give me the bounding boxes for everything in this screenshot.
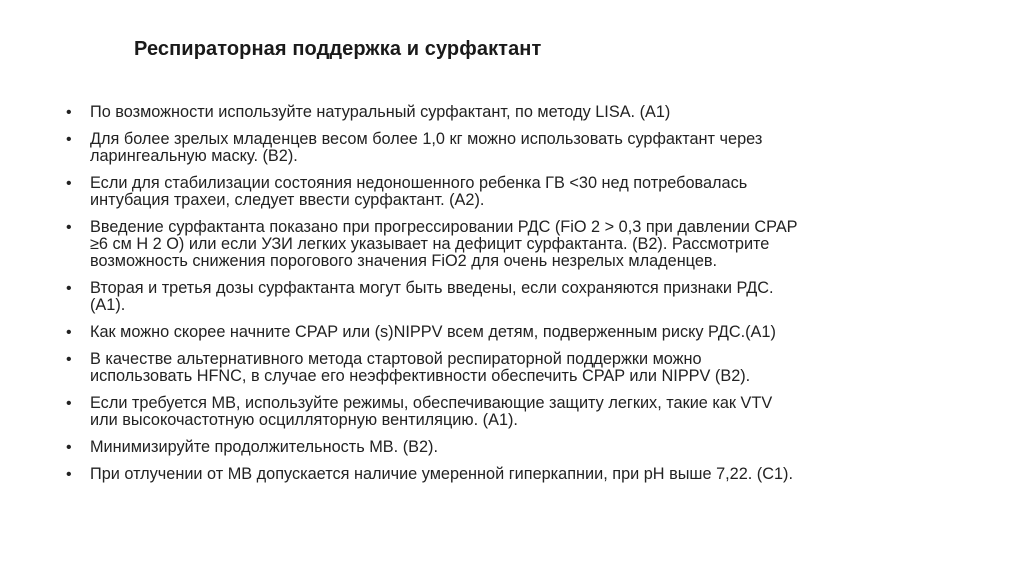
bullet-icon: • [66, 395, 72, 412]
list-item-line: интубация трахеи, следует ввести сурфактант. (A2). [90, 191, 485, 209]
bullet-icon: • [66, 351, 72, 368]
list-item-line: Для более зрелых младенцев весом более 1,0 кг можно использовать сурфактант через [90, 130, 763, 148]
list-item [60, 131, 960, 165]
list-item-line: Введение сурфактанта показано при прогрессировании РДС (FiO 2 > 0,3 при давлении CPAP [90, 218, 798, 236]
list-item-line: (A1). [90, 296, 126, 314]
list-item [60, 175, 960, 209]
bullet-icon: • [66, 280, 72, 297]
list-item-line: По возможности используйте натуральный сурфактант, по методу LISA. (A1) [90, 103, 671, 121]
list-item [60, 439, 960, 456]
list-item-line: В качестве альтернативного метода стартовой респираторной поддержки можно [90, 350, 702, 368]
bullet-icon: • [66, 439, 72, 456]
slide-title: Респираторная поддержка и сурфактант [134, 38, 542, 60]
list-item-line: Минимизируйте продолжительность МВ. (B2). [90, 438, 438, 456]
bullet-icon: • [66, 131, 72, 148]
bullet-icon: • [66, 466, 72, 483]
list-item [60, 280, 960, 314]
list-item-line: ларингеальную маску. (B2). [90, 147, 298, 165]
bullet-icon: • [66, 324, 72, 341]
list-item-line: Вторая и третья дозы сурфактанта могут быть введены, если сохраняются признаки РДС. [90, 279, 774, 297]
list-item-line: Если требуется МВ, используйте режимы, обеспечивающие защиту легких, такие как VTV [90, 394, 773, 412]
list-item [60, 395, 960, 429]
list-item [60, 324, 960, 341]
list-item-line: возможность снижения порогового значения FiO2 для очень незрелых младенцев. [90, 252, 718, 270]
bullet-icon: • [66, 175, 72, 192]
list-item-line: использовать HFNC, в случае его неэффективности обеспечить CPAP или NIPPV (B2). [90, 367, 751, 385]
bullet-list [60, 104, 960, 493]
list-item [60, 219, 960, 270]
bullet-icon: • [66, 104, 72, 121]
list-item-line: Если для стабилизации состояния недоношенного ребенка ГВ <30 нед потребовалась [90, 174, 748, 192]
list-item [60, 104, 960, 121]
list-item-line: Как можно скорее начните CPAP или (s)NIPPV всем детям, подверженным риску РДС.(A1) [90, 323, 776, 341]
list-item-line: ≥6 см H 2 O) или если УЗИ легких указывает на дефицит сурфактанта. (B2). Рассмотрите [90, 235, 770, 253]
bullet-icon: • [66, 219, 72, 236]
list-item [60, 351, 960, 385]
list-item-line: При отлучении от МВ допускается наличие умеренной гиперкапнии, при pH выше 7,22. (C1). [90, 465, 793, 483]
list-item-line: или высокочастотную осцилляторную вентиляцию. (A1). [90, 411, 518, 429]
list-item [60, 466, 960, 483]
